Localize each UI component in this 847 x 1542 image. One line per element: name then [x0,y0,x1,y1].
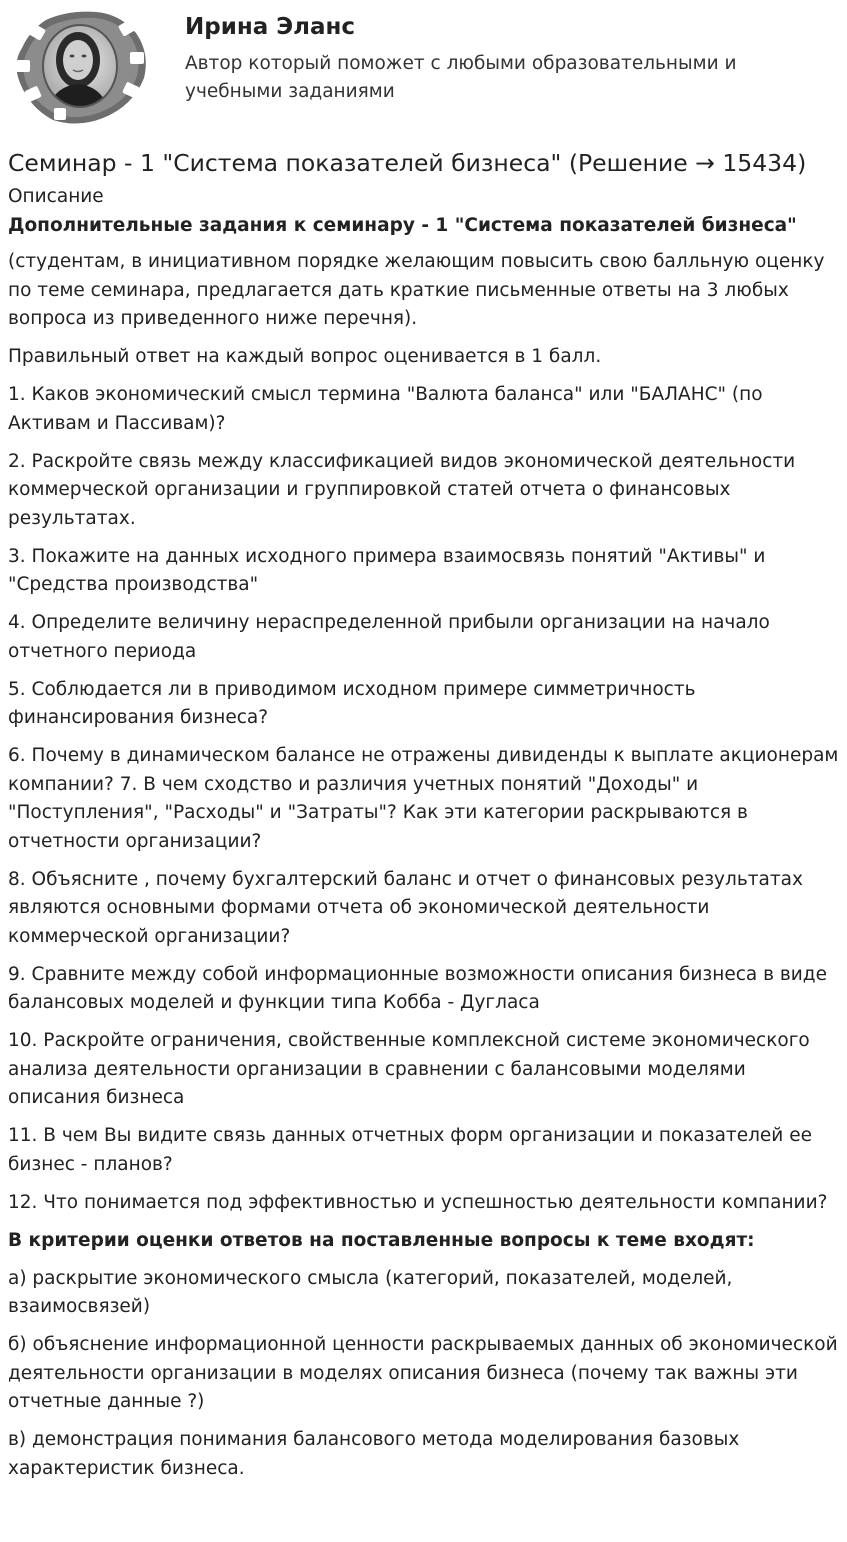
intro-paragraph: (студентам, в инициативном порядке желающим повысить свою балльную оценку по теме семинара, предлагается дать краткие письменные ответы на 3 любых вопроса из приведенного ниже перечня). [8,251,825,329]
question-item: 1. Каков экономический смысл термина "Валюта баланса" или "БАЛАНС" (по Активам и Пассивам)? [8,384,763,434]
author-header [0,0,847,140]
question-item: 8. Объясните , почему бухгалтерский баланс и отчет о финансовых результатах являются основными формами отчета об экономической деятельности коммерческой организации? [8,868,803,947]
author-name[interactable]: Ирина Эланс [185,14,356,40]
main-content [8,146,840,1493]
assignment-subtitle: Дополнительные задания к семинару - 1 "Система показателей бизнеса" [8,215,797,236]
question-item: 9. Сравните между собой информационные возможности описания бизнеса в виде балансовых моделей и функции типа Кобба - Дугласа [8,963,827,1013]
author-description: Автор который поможет с любыми образовательными и учебными заданиями [185,53,737,102]
question-item: 12. Что понимается под эффективностью и успешностью деятельности компании? [8,1191,828,1213]
question-item: 2. Раскройте связь между классификацией видов экономической деятельности коммерческой организации и группировкой статей отчета о финансовых результатах. [8,450,796,529]
criteria-item: в) демонстрация понимания балансового метода моделирования базовых характеристик бизнеса. [8,1429,740,1479]
question-item: 4. Определите величину нераспределенной прибыли организации на начало отчетного периода [8,612,770,662]
question-item: 6. Почему в динамическом балансе не отражены дивиденды к выплате акционерам компании? 7. В чем сходство и различия учетных понятий "Доходы" и "Поступления", "Расходы" и "Затраты"? Как эти категории раскрываются в отчетности организации? [8,745,839,852]
criteria-heading: В критерии оценки ответов на поставленные вопросы к теме входят: [8,1229,755,1251]
page-title: Семинар - 1 "Система показателей бизнеса" (Решение → 15434) [8,149,807,177]
criteria-item: б) объяснение информационной ценности раскрываемых данных об экономической деятельности организации в моделях описания бизнеса (почему так важны эти отчетные данные ?) [8,1334,838,1412]
question-item: 5. Соблюдается ли в приводимом исходном примере симметричность финансирования бизнеса? [8,678,696,728]
scoring-note: Правильный ответ на каждый вопрос оценивается в 1 балл. [8,346,602,367]
question-item: 10. Раскройте ограничения, свойственные комплексной системе экономического анализа деятельности организации в сравнении с балансовыми моделями описания бизнеса [8,1030,810,1108]
author-avatar[interactable] [8,8,150,126]
film-reel-avatar-icon [8,8,150,126]
question-item: 3. Покажите на данных исходного примера взаимосвязь понятий "Активы" и "Средства производства" [8,545,766,595]
question-item: 11. В чем Вы видите связь данных отчетных форм организации и показателей ее бизнес - планов? [8,1125,812,1175]
criteria-item: а) раскрытие экономического смысла (категорий, показателей, моделей, взаимосвязей) [8,1267,733,1317]
description-label: Описание [8,186,104,207]
